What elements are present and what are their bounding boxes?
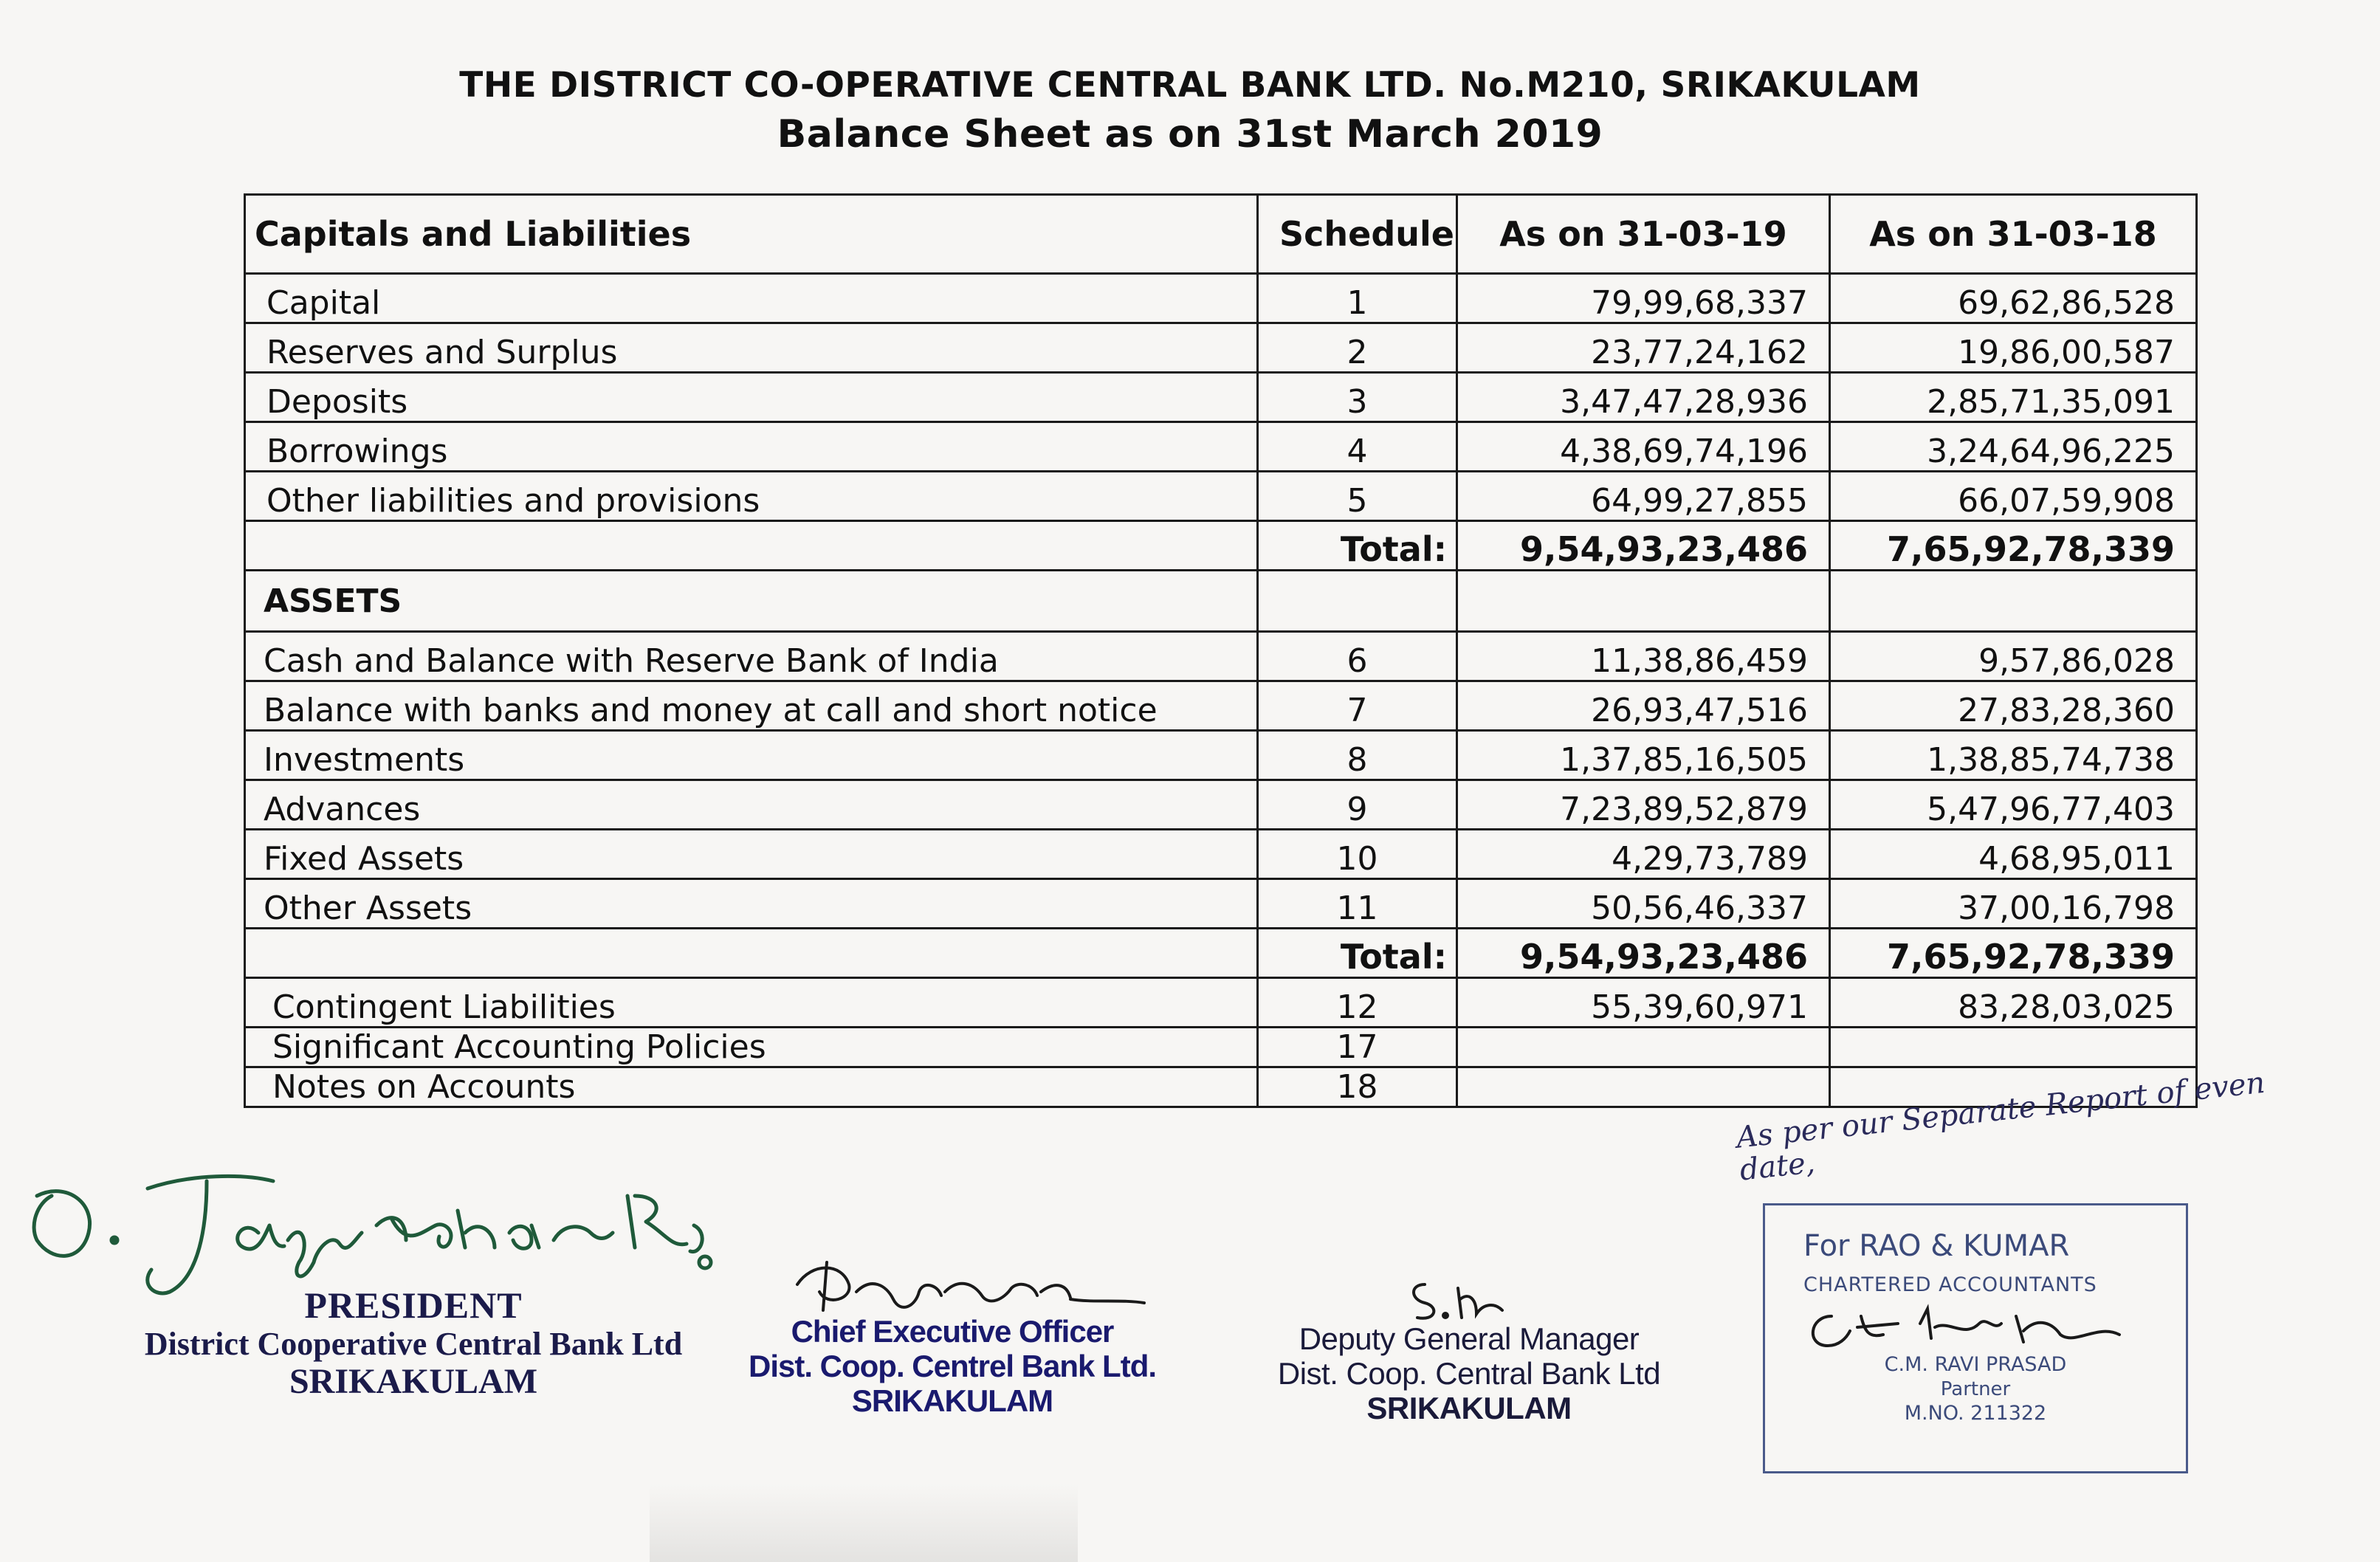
assets-heading: ASSETS [245,571,1258,632]
amount-previous-year: 1,38,85,74,738 [1830,731,2197,780]
empty-cell [245,521,1258,571]
amount-current-year: 55,39,60,971 [1457,978,1830,1028]
amount-current-year: 50,56,46,337 [1457,879,1830,929]
schedule-number: 1 [1258,274,1457,323]
table-row [245,632,2197,681]
row-label: Investments [245,731,1258,780]
sheet-title: Balance Sheet as on 31st March 2019 [777,112,1603,156]
ceo-signature [783,1240,1152,1321]
empty-cell [1258,571,1457,632]
row-label: Borrowings [245,422,1258,472]
schedule-number: 9 [1258,780,1457,830]
amount-previous-year: 5,47,96,77,403 [1830,780,2197,830]
amount-current-year: 4,38,69,74,196 [1457,422,1830,472]
table-row [245,422,2197,472]
table-row [245,323,2197,373]
schedule-number: 2 [1258,323,1457,373]
partner-membership-number: M.NO. 211322 [1904,1402,2047,1425]
column-header: Capitals and Liabilities [245,195,1258,274]
auditor-stamp [1763,1203,2188,1473]
schedule-number: 4 [1258,422,1457,472]
row-label: Notes on Accounts [245,1067,1258,1107]
amount-previous-year: 83,28,03,025 [1830,978,2197,1028]
table-row [245,731,2197,780]
table-row [245,830,2197,879]
ceo-signatory [723,1314,1181,1418]
row-label: Reserves and Surplus [245,323,1258,373]
schedule-number: 8 [1258,731,1457,780]
liabilities-total-row [245,521,2197,571]
amount-current-year [1457,1067,1830,1107]
amount-previous-year: 27,83,28,360 [1830,681,2197,731]
schedule-number: 18 [1258,1067,1457,1107]
president-place: SRIKAKULAM [289,1362,538,1402]
amount-previous-year: 19,86,00,587 [1830,323,2197,373]
schedule-number: 3 [1258,373,1457,422]
table-row [245,1067,2197,1107]
table-row [245,1028,2197,1067]
table-row [245,879,2197,929]
scan-shadow [650,1484,1078,1562]
row-label: Significant Accounting Policies [245,1028,1258,1067]
empty-cell [1830,571,2197,632]
schedule-number: 5 [1258,472,1457,521]
president-signatory [140,1284,687,1402]
row-label: Advances [245,780,1258,830]
dgm-place: SRIKAKULAM [1366,1391,1572,1426]
table-row [245,978,2197,1028]
schedule-number: 12 [1258,978,1457,1028]
row-label: Fixed Assets [245,830,1258,879]
president-org: District Cooperative Central Bank Ltd [144,1326,683,1362]
amount-current-year: 1,37,85,16,505 [1457,731,1830,780]
schedule-number: 10 [1258,830,1457,879]
amount-current-year: 11,38,86,459 [1457,632,1830,681]
amount-previous-year: 4,68,95,011 [1830,830,2197,879]
row-label: Other liabilities and provisions [245,472,1258,521]
auditor-designation: CHARTERED ACCOUNTANTS [1803,1273,2097,1296]
auditor-firm: For RAO & KUMAR [1803,1229,2070,1263]
partner-name: C.M. RAVI PRASAD [1884,1353,2067,1376]
total-current-year: 9,54,93,23,486 [1457,929,1830,978]
amount-previous-year: 37,00,16,798 [1830,879,2197,929]
dgm-role: Deputy General Manager [1299,1321,1640,1356]
row-label: Capital [245,274,1258,323]
row-label: Cash and Balance with Reserve Bank of India [245,632,1258,681]
amount-current-year: 23,77,24,162 [1457,323,1830,373]
table-row [245,274,2197,323]
empty-cell [245,929,1258,978]
total-previous-year: 7,65,92,78,339 [1830,929,2197,978]
amount-previous-year: 3,24,64,96,225 [1830,422,2197,472]
president-role: PRESIDENT [304,1284,523,1326]
total-label: Total: [1258,929,1457,978]
schedule-number: 6 [1258,632,1457,681]
partner-role: Partner [1940,1378,2011,1400]
bank-name: THE DISTRICT CO-OPERATIVE CENTRAL BANK LTD. No.M210, SRIKAKULAM [459,65,1921,106]
schedule-number: 7 [1258,681,1457,731]
balance-sheet-table [244,193,2198,1108]
amount-current-year: 3,47,47,28,936 [1457,373,1830,422]
row-label: Balance with banks and money at call and short notice [245,681,1258,731]
total-current-year: 9,54,93,23,486 [1457,521,1830,571]
column-header: Schedule [1258,195,1457,274]
amount-previous-year: 9,57,86,028 [1830,632,2197,681]
amount-current-year: 7,23,89,52,879 [1457,780,1830,830]
total-previous-year: 7,65,92,78,339 [1830,521,2197,571]
dgm-signature [1403,1270,1513,1329]
auditor-signature [1802,1294,2156,1360]
amount-previous-year: 69,62,86,528 [1830,274,2197,323]
amount-current-year [1457,1028,1830,1067]
schedule-number: 17 [1258,1028,1457,1067]
table-header-row [245,195,2197,274]
amount-current-year: 26,93,47,516 [1457,681,1830,731]
empty-cell [1457,571,1830,632]
schedule-number: 11 [1258,879,1457,929]
ceo-place: SRIKAKULAM [851,1383,1053,1419]
ceo-role: Chief Executive Officer [791,1314,1114,1349]
amount-current-year: 79,99,68,337 [1457,274,1830,323]
column-header: As on 31-03-19 [1457,195,1830,274]
president-signature [22,1152,731,1299]
row-label: Contingent Liabilities [245,978,1258,1028]
dgm-org: Dist. Coop. Central Bank Ltd [1277,1356,1661,1391]
column-header: As on 31-03-18 [1830,195,2197,274]
table-row [245,780,2197,830]
amount-previous-year: 66,07,59,908 [1830,472,2197,521]
amount-current-year: 4,29,73,789 [1457,830,1830,879]
amount-previous-year: 2,85,71,35,091 [1830,373,2197,422]
table-row [245,373,2197,422]
amount-previous-year [1830,1028,2197,1067]
table-row [245,681,2197,731]
assets-total-row [245,929,2197,978]
row-label: Other Assets [245,879,1258,929]
amount-current-year: 64,99,27,855 [1457,472,1830,521]
ceo-org: Dist. Coop. Centrel Bank Ltd. [748,1349,1157,1384]
row-label: Deposits [245,373,1258,422]
assets-heading-row [245,571,2197,632]
total-label: Total: [1258,521,1457,571]
auditor-note: As per our Separate Report of even date, [1734,1065,2267,1188]
dgm-signatory [1248,1321,1691,1425]
table-row [245,472,2197,521]
